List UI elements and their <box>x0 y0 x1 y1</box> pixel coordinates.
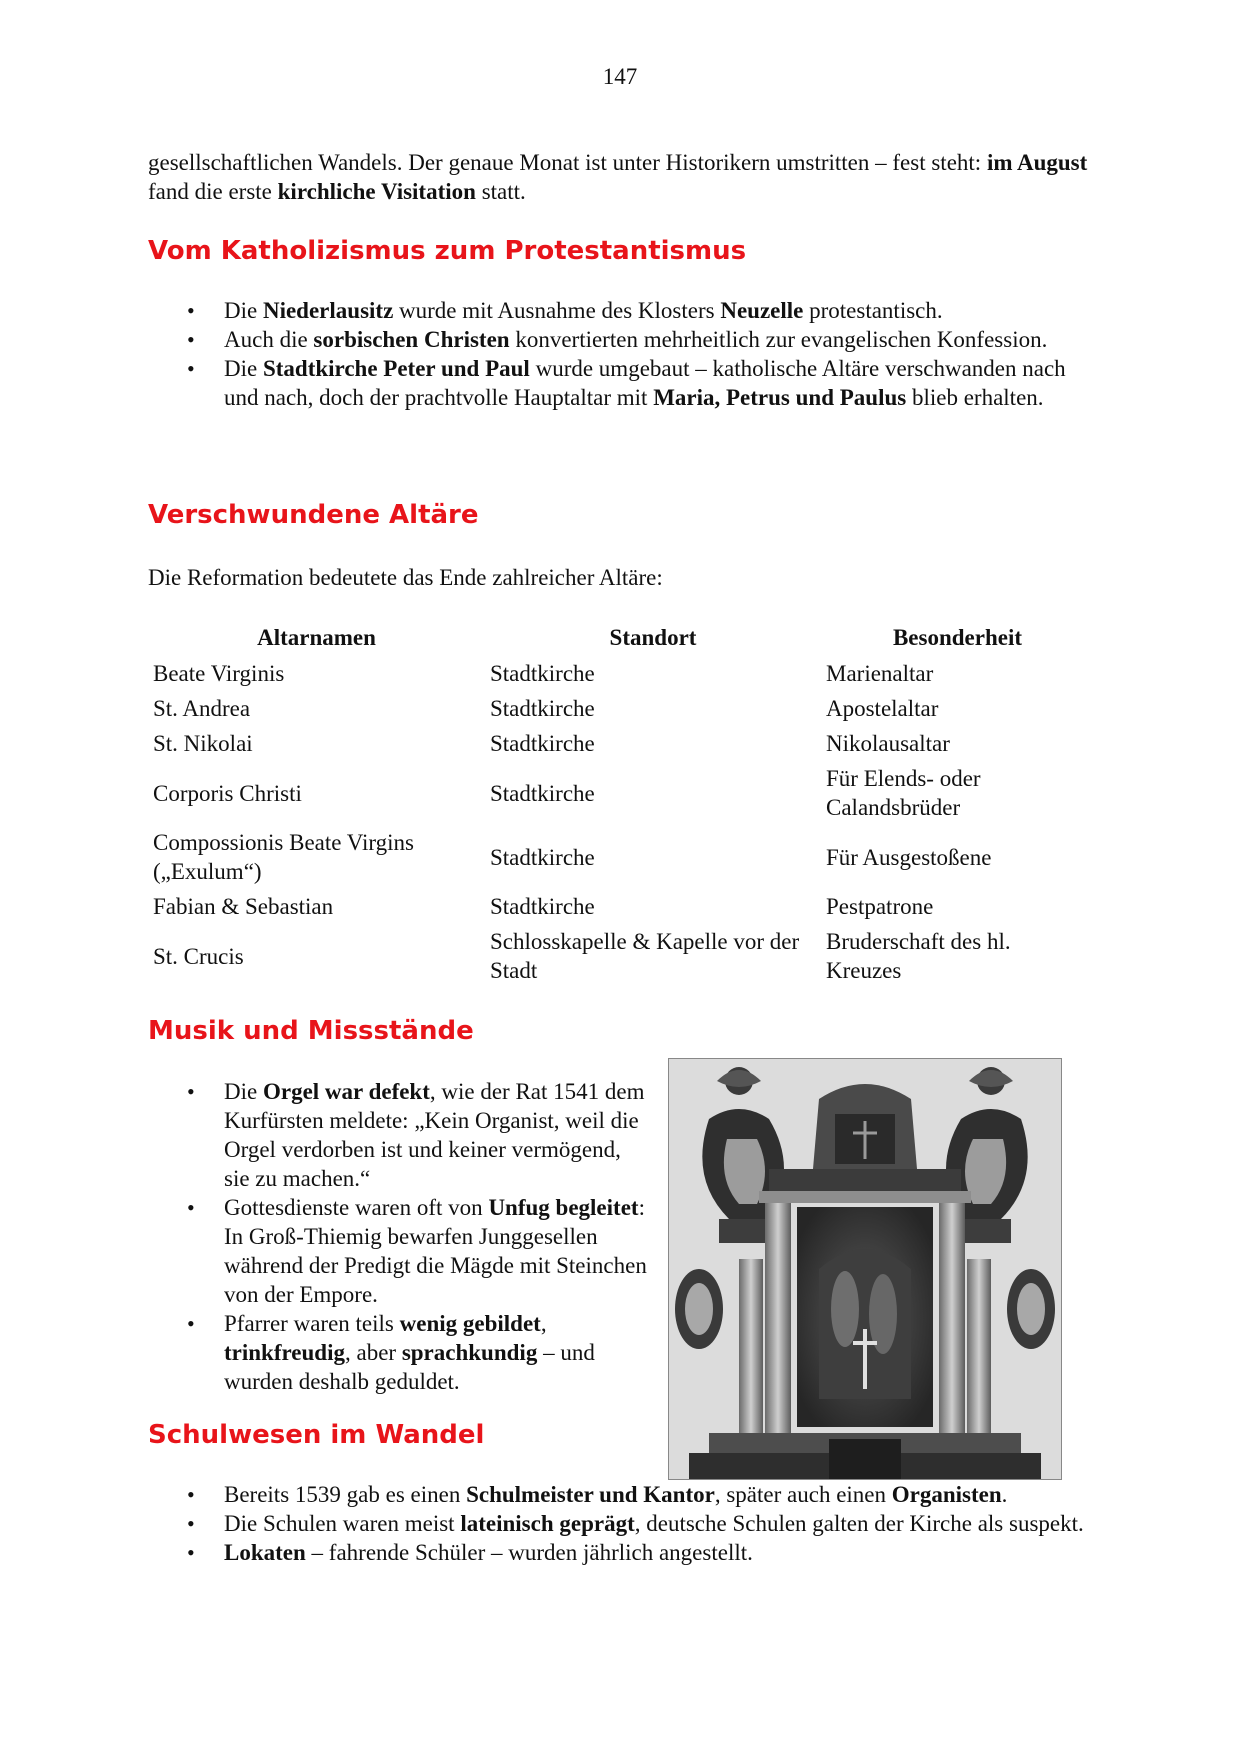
bold-text: Neuzelle <box>720 298 804 323</box>
bold-text: Unfug begleitet <box>488 1195 639 1220</box>
altars-intro: Die Reformation bedeutete das Ende zahlreicher Altäre: <box>148 565 663 590</box>
page-number: 147 <box>602 64 638 89</box>
text: Gottesdienste waren oft von <box>224 1195 489 1220</box>
bold-text: Lokaten <box>224 1540 306 1565</box>
text: Die <box>224 356 263 381</box>
table-cell: Fabian & Sebastian <box>153 894 334 919</box>
text: gesellschaftlichen Wandels. Der genaue Monat ist unter Historikern umstritten – fest steht: <box>148 150 987 175</box>
table-cell: Für Elends- oder Calandsbrüder <box>826 766 981 820</box>
bold-text: Maria, Petrus und Paulus <box>653 385 907 410</box>
column-header: Standort <box>609 624 697 650</box>
table-cell: Für Ausgestoßene <box>826 844 992 870</box>
text: Auch die <box>224 327 314 352</box>
column-header: Altarnamen <box>257 624 376 650</box>
table-row <box>148 726 1094 761</box>
list-item <box>148 1538 1093 1567</box>
list-item <box>148 1309 648 1396</box>
text: protestantisch. <box>803 298 943 323</box>
list-item <box>148 354 1093 412</box>
bold-text: wenig gebildet <box>399 1311 541 1336</box>
bold-text: sprachkundig <box>401 1340 538 1365</box>
list-item <box>148 296 1093 325</box>
text: wurde mit Ausnahme des Klosters <box>393 298 721 323</box>
section-heading-altars: Verschwundene Altäre <box>148 500 479 530</box>
table-cell: Bruderschaft des hl. Kreuzes <box>826 929 1011 983</box>
text: wurde umgebaut – katholische Altäre verschwanden nach und nach, doch der prachtvolle Hauptaltar mit <box>224 356 1066 410</box>
altar-photo <box>668 1058 1062 1480</box>
text: – und wurden deshalb geduldet. <box>224 1340 595 1394</box>
table-cell: Stadtkirche <box>490 731 595 756</box>
bold-text: kirchliche Visitation <box>277 179 476 204</box>
list-item <box>148 1193 648 1309</box>
music-list <box>148 1077 648 1396</box>
text: , aber <box>344 1340 402 1365</box>
altars-table <box>148 622 1094 988</box>
table-cell: St. Crucis <box>153 943 244 969</box>
text: Die Schulen waren meist <box>224 1511 461 1536</box>
bold-text: sorbischen Christen <box>313 327 510 352</box>
text: : In Groß-Thiemig bewarfen Junggesellen während der Predigt die Mägde mit Steinchen von der Empore. <box>224 1195 647 1307</box>
table-row <box>148 691 1094 726</box>
text: blieb erhalten. <box>906 385 1044 410</box>
column-header: Besonderheit <box>892 624 1023 650</box>
schools-list <box>148 1480 1093 1567</box>
table-row <box>148 889 1094 924</box>
table-cell: Apostelaltar <box>826 696 939 721</box>
text: . <box>1001 1482 1008 1507</box>
text: – fahrende Schüler – wurden jährlich angestellt. <box>305 1540 753 1565</box>
section-heading-music: Musik und Missstände <box>148 1016 474 1046</box>
table-cell: Pestpatrone <box>826 894 934 919</box>
text: , <box>540 1311 547 1336</box>
table-cell: Corporis Christi <box>153 780 302 806</box>
bold-text: Schulmeister und Kantor <box>466 1482 715 1507</box>
list-item <box>148 1480 1093 1509</box>
section-heading-schools: Schulwesen im Wandel <box>148 1420 485 1450</box>
text: , wie der Rat 1541 dem Kurfürsten meldete: „Kein Organist, weil die Orgel verdorben ist und keiner vermögend, sie zu machen.“ <box>224 1079 645 1191</box>
table-header-row <box>148 622 1094 656</box>
table-row <box>148 825 1094 889</box>
reformation-list <box>148 296 1093 412</box>
list-item <box>148 1077 648 1193</box>
list-item <box>148 325 1093 354</box>
table-row <box>148 656 1094 691</box>
text: konvertierten mehrheitlich zur evangelischen Konfession. <box>509 327 1048 352</box>
table-cell: St. Andrea <box>153 696 251 721</box>
table-cell: Stadtkirche <box>490 844 595 870</box>
text: , deutsche Schulen galten der Kirche als suspekt. <box>634 1511 1084 1536</box>
bold-text: lateinisch geprägt <box>460 1511 635 1536</box>
table-cell: Stadtkirche <box>490 696 595 721</box>
table-cell: Marienaltar <box>826 661 934 686</box>
bold-text: Organisten <box>891 1482 1002 1507</box>
table-cell: Stadtkirche <box>490 894 595 919</box>
text: , später auch einen <box>714 1482 892 1507</box>
table-cell: Stadtkirche <box>490 661 595 686</box>
table-row <box>148 761 1094 825</box>
list-item <box>148 1509 1093 1538</box>
table-cell: Stadtkirche <box>490 780 595 806</box>
text: Die <box>224 298 263 323</box>
table-cell: Beate Virginis <box>153 661 285 686</box>
intro-paragraph <box>148 148 1108 206</box>
text: fand die erste <box>148 179 278 204</box>
text: Die <box>224 1079 263 1104</box>
text: statt. <box>475 179 526 204</box>
altar-photo-drawing <box>669 1059 1061 1479</box>
text: Bereits 1539 gab es einen <box>224 1482 467 1507</box>
bold-text: trinkfreudig <box>224 1340 345 1365</box>
bold-text: Orgel war defekt <box>262 1079 430 1104</box>
table-cell: St. Nikolai <box>153 731 253 756</box>
bold-text: im August <box>986 150 1088 175</box>
text: Pfarrer waren teils <box>224 1311 400 1336</box>
bold-text: Niederlausitz <box>262 298 394 323</box>
table-row <box>148 924 1094 988</box>
table-cell: Schlosskapelle & Kapelle vor der Stadt <box>490 929 800 983</box>
table-cell: Compossionis Beate Virgins („Exulum“) <box>153 830 415 884</box>
section-heading-reformation: Vom Katholizismus zum Protestantismus <box>148 236 747 266</box>
bold-text: Stadtkirche Peter und Paul <box>262 356 530 381</box>
table-cell: Nikolausaltar <box>826 731 950 756</box>
